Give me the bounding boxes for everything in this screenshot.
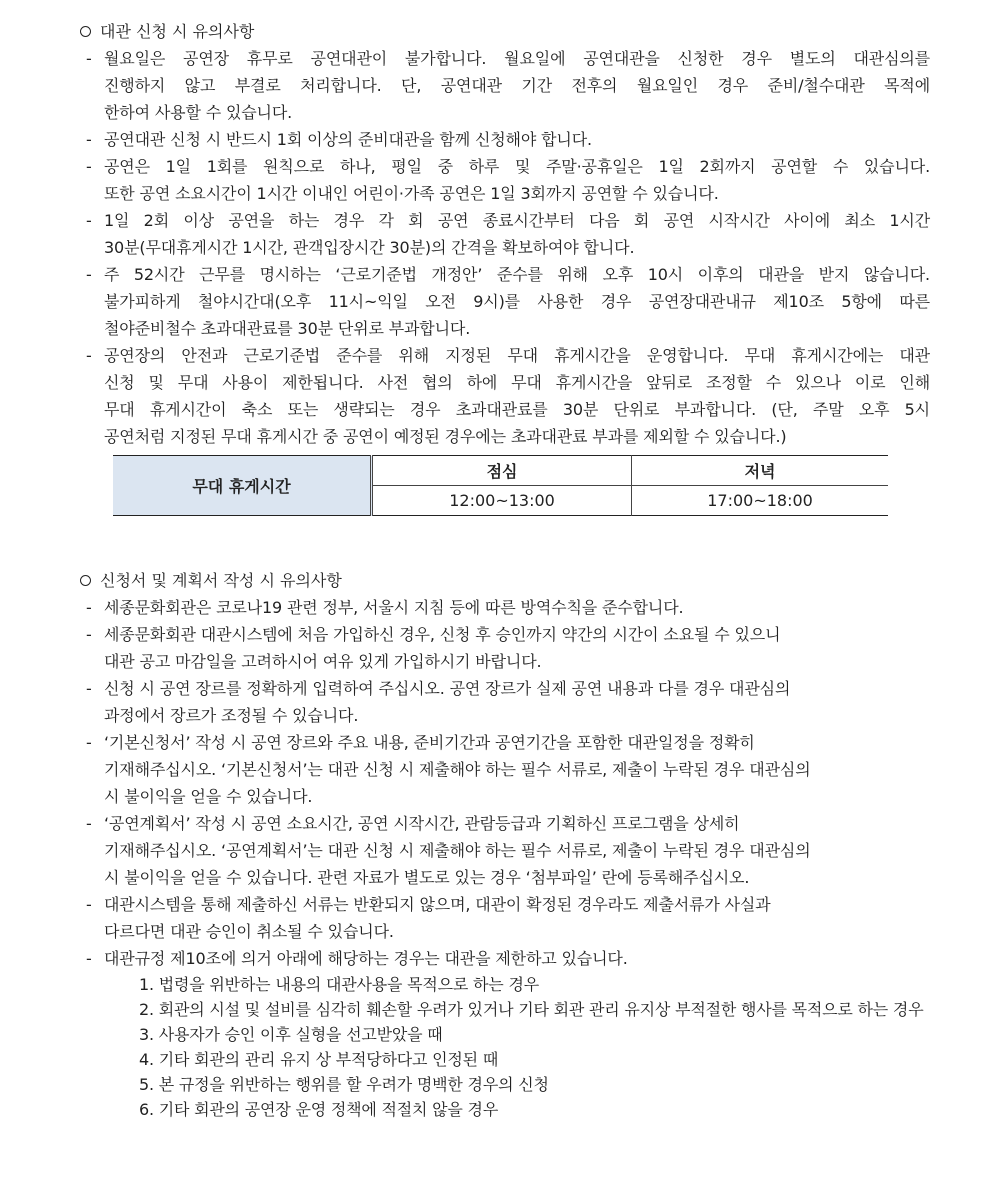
restriction-item: 6. 기타 회관의 공연장 운영 정책에 적절치 않을 경우	[139, 1100, 499, 1119]
dash-bullet: -	[86, 211, 92, 230]
list-item	[86, 729, 930, 810]
list-item-line: 공연은 1일 1회를 원칙으로 하나, 평일 중 하루 및 주말·공휴일은 1일 2회까지 공연할 수 있습니다.	[104, 157, 931, 176]
restriction-item: 2. 회관의 시설 및 설비를 심각히 훼손할 우려가 있거나 기타 회관 관리 유지상 부적절한 행사를 목적으로 하는 경우	[139, 1000, 924, 1019]
dash-bullet: -	[86, 49, 92, 68]
list-item	[86, 153, 930, 207]
list-item-line: ‘공연계획서’ 작성 시 공연 소요시간, 공연 시작시간, 관람등급과 기획하신 프로그램을 상세히	[104, 814, 740, 833]
list-item-line: 철야준비철수 초과대관료를 30분 단위로 부과합니다.	[104, 319, 471, 338]
circle-bullet-icon	[80, 575, 91, 586]
stage-break-table	[113, 455, 888, 516]
list-item	[86, 342, 930, 450]
document	[80, 18, 930, 1122]
list-item-line: 공연대관 신청 시 반드시 1회 이상의 준비대관을 함께 신청해야 합니다.	[104, 130, 592, 149]
list-item	[86, 594, 930, 621]
restriction-item: 5. 본 규정을 위반하는 행위를 할 우려가 명백한 경우의 신청	[139, 1075, 549, 1094]
notice-list	[80, 594, 930, 972]
dash-bullet: -	[86, 895, 92, 914]
list-item	[86, 810, 930, 891]
circle-bullet-icon	[80, 26, 91, 37]
list-item-line: 불가피하게 철야시간대(오후 11시~익일 오전 9시)를 사용한 경우 공연장대관내규 제10조 5항에 따른	[104, 292, 930, 311]
restriction-item: 1. 법령을 위반하는 내용의 대관사용을 목적으로 하는 경우	[139, 975, 539, 994]
table-col-lunch: 점심	[372, 456, 632, 486]
list-item-line: 한하여 사용할 수 있습니다.	[104, 103, 293, 122]
restriction-item: 3. 사용자가 승인 이후 실형을 선고받았을 때	[139, 1025, 443, 1044]
list-item-line: 시 불이익을 얻을 수 있습니다. 관련 자료가 별도로 있는 경우 ‘첨부파일’ 란에 등록해주십시오.	[104, 868, 750, 887]
list-item-line: 대관규정 제10조에 의거 아래에 해당하는 경우는 대관을 제한하고 있습니다.	[104, 949, 628, 968]
list-item	[86, 261, 930, 342]
list-item-line: 무대 휴게시간이 축소 또는 생략되는 경우 초과대관료를 30분 단위로 부과합니다. (단, 주말 오후 5시	[104, 400, 930, 419]
list-item-line: 공연처럼 지정된 무대 휴게시간 중 공연이 예정된 경우에는 초과대관료 부과를 제외할 수 있습니다.)	[104, 427, 787, 446]
list-item-line: 진행하지 않고 부결로 처리합니다. 단, 공연대관 기간 전후의 월요일인 경우 준비/철수대관 목적에	[104, 76, 930, 95]
table-cell-lunch-time: 12:00~13:00	[372, 486, 632, 516]
dash-bullet: -	[86, 130, 92, 149]
list-item	[86, 891, 930, 945]
dash-bullet: -	[86, 679, 92, 698]
restriction-list	[139, 972, 930, 1122]
list-item	[86, 45, 930, 126]
section-title-text: 신청서 및 계획서 작성 시 유의사항	[100, 571, 342, 590]
section-title-text: 대관 신청 시 유의사항	[100, 22, 255, 41]
dash-bullet: -	[86, 346, 92, 365]
list-item	[86, 675, 930, 729]
table-cell-dinner-time: 17:00~18:00	[707, 491, 813, 510]
list-item-line: 신청 및 무대 사용이 제한됩니다. 사전 협의 하에 무대 휴게시간을 앞뒤로 조정할 수 있으나 이로 인해	[104, 373, 930, 392]
dash-bullet: -	[86, 625, 92, 644]
list-item-line: 과정에서 장르가 조정될 수 있습니다.	[104, 706, 359, 725]
list-item	[86, 621, 930, 675]
list-item-line: 월요일은 공연장 휴무로 공연대관이 불가합니다. 월요일에 공연대관을 신청한 경우 별도의 대관심의를	[104, 49, 930, 68]
list-item	[86, 207, 930, 261]
list-item-line: 1일 2회 이상 공연을 하는 경우 각 회 공연 종료시간부터 다음 회 공연 시작시간 사이에 최소 1시간	[104, 211, 930, 230]
list-item-line: 기재해주십시오. ‘기본신청서’는 대관 신청 시 제출해야 하는 필수 서류로, 제출이 누락된 경우 대관심의	[104, 760, 811, 779]
list-item	[86, 945, 930, 972]
list-item-line: 대관 공고 마감일을 고려하시어 여유 있게 가입하시기 바랍니다.	[104, 652, 542, 671]
table-row-header: 무대 휴게시간	[113, 456, 372, 516]
section-title	[80, 18, 930, 45]
dash-bullet: -	[86, 733, 92, 752]
section-title	[80, 567, 930, 594]
list-item-line: 시 불이익을 얻을 수 있습니다.	[104, 787, 313, 806]
dash-bullet: -	[86, 157, 92, 176]
list-item-line: ‘기본신청서’ 작성 시 공연 장르와 주요 내용, 준비기간과 공연기간을 포함한 대관일정을 정확히	[104, 733, 755, 752]
dash-bullet: -	[86, 949, 92, 968]
list-item	[86, 126, 930, 153]
dash-bullet: -	[86, 265, 92, 284]
list-item-line: 다르다면 대관 승인이 취소될 수 있습니다.	[104, 922, 394, 941]
list-item-line: 30분(무대휴게시간 1시간, 관객입장시간 30분)의 간격을 확보하여야 합니다.	[104, 238, 635, 257]
list-item-line: 세종문화회관 대관시스템에 처음 가입하신 경우, 신청 후 승인까지 약간의 시간이 소요될 수 있으니	[104, 625, 781, 644]
dash-bullet: -	[86, 814, 92, 833]
list-item-line: 기재해주십시오. ‘공연계획서’는 대관 신청 시 제출해야 하는 필수 서류로, 제출이 누락된 경우 대관심의	[104, 841, 811, 860]
table-col-dinner: 저녁	[632, 456, 888, 486]
list-item-line: 신청 시 공연 장르를 정확하게 입력하여 주십시오. 공연 장르가 실제 공연 내용과 다를 경우 대관심의	[104, 679, 791, 698]
list-item-line: 공연장의 안전과 근로기준법 준수를 위해 지정된 무대 휴게시간을 운영합니다. 무대 휴게시간에는 대관	[104, 346, 930, 365]
list-item-line: 또한 공연 소요시간이 1시간 이내인 어린이·가족 공연은 1일 3회까지 공연할 수 있습니다.	[104, 184, 719, 203]
list-item-line: 대관시스템을 통해 제출하신 서류는 반환되지 않으며, 대관이 확정된 경우라도 제출서류가 사실과	[104, 895, 771, 914]
dash-bullet: -	[86, 598, 92, 617]
list-item-line: 주 52시간 근무를 명시하는 ‘근로기준법 개정안’ 준수를 위해 오후 10시 이후의 대관을 받지 않습니다.	[104, 265, 930, 284]
list-item-line: 세종문화회관은 코로나19 관련 정부, 서울시 지침 등에 따른 방역수칙을 준수합니다.	[104, 598, 684, 617]
notice-list	[80, 45, 930, 450]
restriction-item: 4. 기타 회관의 관리 유지 상 부적당하다고 인정된 때	[139, 1050, 499, 1069]
